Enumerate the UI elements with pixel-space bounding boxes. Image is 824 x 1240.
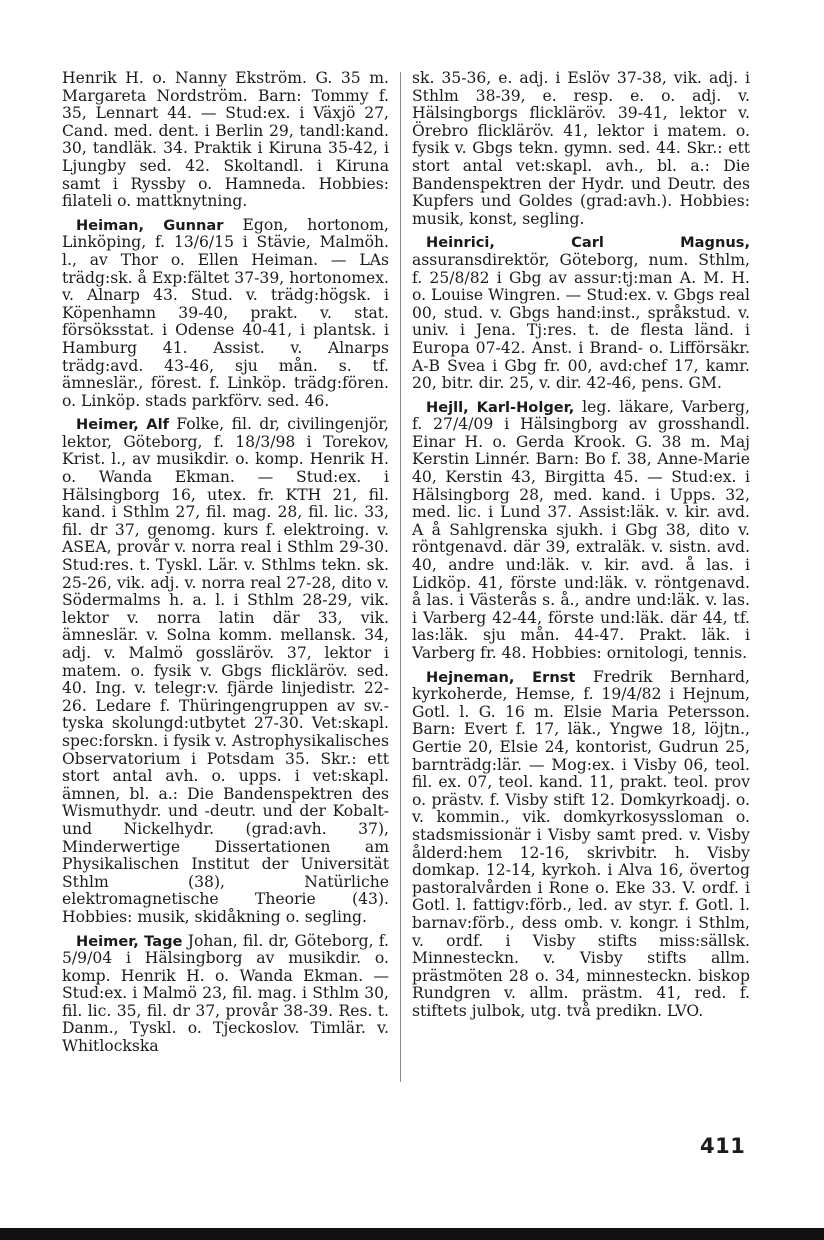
- entry-hejll-karl-holger: [412, 399, 750, 663]
- scan-edge: [0, 1228, 824, 1240]
- entry-continuation-left: [62, 70, 389, 211]
- right-column: [412, 70, 750, 1020]
- column-divider: [400, 72, 401, 1082]
- entry-text: Fredrik Bernhard, kyrkoherde, Hemse, f. 19/4/82 i Hejnum, Gotl. l. G. 16 m. Elsie Maria Petersson. Barn: Evert f. 17, läk., Yngwe 18, löjtn., Gertie 20, Elsie 24, kontorist, Gudrun 25, barnträdg:lär. — Mog:ex. i Visby 06, teol. fil. ex. 07, teol. kand. 11, prakt. teol. prov o. prästv. f. Visby stift 12. Domkyrkoadj. o. v. kommin., vik. domkyrkosyssloman o. stadsmissionär i Visby samt pred. v. Visby ålderd:hem 12-16, skrivbitr. h. Visby domkap. 12-14, kyrkoh. i Alva 16, övertog pastoralvården i Rone o. Eke 33. V. ordf. i Gotl. l. fattigv:förb., led. av styr. f. Gotl. l. barnav:förb., dess omb. v. kongr. i Sthlm, v. ordf. i Visby stifts miss:sällsk. Minnesteckn. v. Visby stifts allm. prästmöten 28 o. 34, minnesteckn. biskop Rundgren v. allm. prästm. 41, red. f. stiftets julbok, utg. två predikn. LVO.: [412, 667, 750, 1020]
- entry-heimer-alf: [62, 416, 389, 926]
- entry-hejneman-ernst: [412, 669, 750, 1021]
- entry-name: Heinrici, Carl Magnus,: [426, 234, 750, 252]
- entry-text: Folke, fil. dr, civilingenjör, lektor, Göteborg, f. 18/3/98 i Torekov, Krist. l., av musikdir. o. komp. Henrik H. o. Wanda Ekman. — Stud:ex. i Hälsingborg 16, utex. fr. KTH 21, fil. kand. i Sthlm 27, fil. mag. 28, fil. lic. 33, fil. dr 37, genomg. kurs f. elektroing. v. ASEA, provår v. norra real i Sthlm 29-30. Stud:res. t. Tyskl. Lär. v. Sthlms tekn. sk. 25-26, vik. adj. v. norra real 27-28, dito v. Södermalms h. a. l. i Sthlm 28-29, vik. lektor v. norra latin där 33, vik. ämneslär. v. Solna komm. mellansk. 34, adj. v. Malmö gossläröv. 37, lektor i matem. o. fysik v. Gbgs flickläröv. sed. 40. Ing. v. telegr:v. fjärde linjedistr. 22-26. Ledare f. Thüringengruppen av sv.-tyska skolungd:utbytet 27-30. Vet:skapl. spec:forskn. i fysik v. Astrophysikalisches Observatorium i Potsdam 35. Skr.: ett stort antal avh. o. upps. i vet:skapl. ämnen, bl. a.: Die Bandenspektren des Wismuthydr. und -deutr. und der Kobalt- und Nickelhydr. (grad:avh. 37), Minderwertige Dissertationen am Physikalischen Institut der Universität Sthlm (38), Natürliche elektromagnetische Theorie (43). Hobbies: musik, skidåkning o. segling.: [62, 415, 389, 926]
- entry-name: Hejll, Karl-Holger,: [426, 398, 575, 416]
- entry-continuation-right: [412, 70, 750, 228]
- left-column: [62, 70, 389, 1056]
- entry-text: leg. läkare, Varberg, f. 27/4/09 i Hälsingborg av grosshandl. Einar H. o. Gerda Krook. G. 38 m. Maj Kerstin Linnér. Barn: Bo f. 38, Anne-Marie 40, Kerstin 43, Birgitta 45. — Stud:ex. i Hälsingborg 28, med. kand. i Upps. 32, med. lic. i Lund 37. Assist:läk. v. kir. avd. A å Sahlgrenska sjukh. i Gbg 38, dito v. röntgenavd. där 39, extraläk. v. sistn. avd. 40, andre und:läk. v. kir. avd. å las. i Lidköp. 41, förste und:läk. v. röntgenavd. å las. i Västerås s. å., andre und:läk. v. las. i Varberg 42-44, förste und:läk. där 44, tf. las:läk. sju mån. 44-47. Prakt. läk. i Varberg fr. 48. Hobbies: ornitologi, tennis.: [412, 397, 750, 662]
- entry-text: sk. 35-36, e. adj. i Eslöv 37-38, vik. adj. i Sthlm 38-39, e. resp. e. o. adj. v. Hälsingborgs flickläröv. 39-41, lektor v. Örebro flickläröv. 41, lektor i matem. o. fysik v. Gbgs tekn. gymn. sed. 44. Skr.: ett stort antal vet:skapl. avh., bl. a.: Die Bandenspektren der Hydr. und Deutr. des Kupfers und Goldes (grad:avh.). Hobbies: musik, konst, segling.: [412, 69, 750, 228]
- page-number: 411: [700, 1134, 746, 1158]
- entry-heimer-tage: [62, 933, 389, 1056]
- entry-text: Henrik H. o. Nanny Ekström. G. 35 m. Margareta Nordström. Barn: Tommy f. 35, Lennart 44. — Stud:ex. i Växjö 27, Cand. med. dent. i Berlin 29, tandl:kand. 30, tandläk. 34. Praktik i Kiruna 35-42, i Ljungby sed. 42. Skoltandl. i Kiruna samt i Ryssby o. Hamneda. Hobbies: filateli o. mattknytning.: [62, 69, 389, 211]
- entry-heinrici-carl: [412, 234, 750, 392]
- entry-name: Hejneman, Ernst: [426, 668, 576, 686]
- entry-name: Heimer, Alf: [76, 416, 169, 434]
- entry-name: Heimer, Tage: [76, 932, 183, 950]
- entry-text: Egon, hortonom, Linköping, f. 13/6/15 i Stävie, Malmöh. l., av Thor o. Ellen Heiman. — LAs trädg:sk. å Exp:fältet 37-39, hortonomex. v. Alnarp 43. Stud. v. trädg:högsk. i Köpenhamn 39-40, prakt. v. stat. försöksstat. i Odense 40-41, i plantsk. i Hamburg 41. Assist. v. Alnarps trädg:avd. 43-46, sju mån. s. tf. ämneslär., förest. f. Linköp. trädg:fören. o. Linköp. stads parkförv. sed. 46.: [62, 215, 389, 410]
- entry-text: Johan, fil. dr, Göteborg, f. 5/9/04 i Hälsingborg av musikdir. o. komp. Henrik H. o. Wanda Ekman. — Stud:ex. i Malmö 23, fil. mag. i Sthlm 30, fil. lic. 35, fil. dr 37, provår 38-39. Res. t. Danm., Tyskl. o. Tjeckoslov. Timlär. v. Whitlockska: [62, 931, 389, 1056]
- entry-heiman-gunnar: [62, 217, 389, 411]
- entry-name: Heiman, Gunnar: [76, 216, 224, 234]
- entry-text: assuransdirektör, Göteborg, num. Sthlm, f. 25/8/82 i Gbg av assur:tj:man A. M. H. o. Louise Wingren. — Stud:ex. v. Gbgs real 00, stud. v. Gbgs hand:inst., språkstud. v. univ. i Jena. Tj:res. t. de flesta länd. i Europa 07-42. Anst. i Brand- o. Lifförsäkr. A-B Svea i Gbg fr. 00, avd:chef 17, kamr. 20, bitr. dir. 25, v. dir. 42-46, pens. GM.: [412, 250, 750, 393]
